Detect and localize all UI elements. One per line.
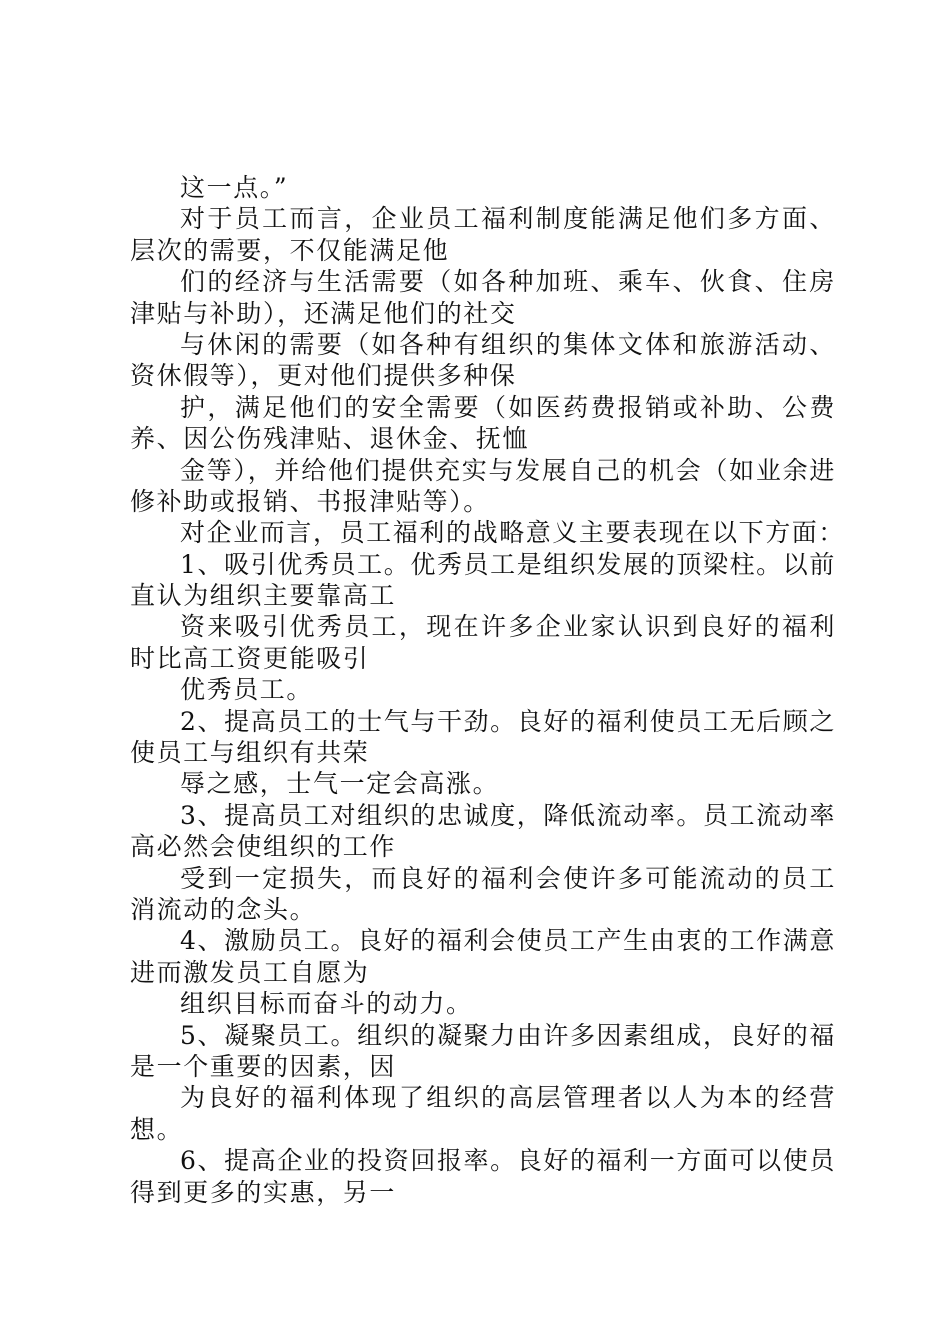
text-line: 5、凝聚员工。组织的凝聚力由许多因素组成，良好的福 — [180, 1020, 836, 1050]
text-line: 进而激发员工自愿为 — [130, 957, 370, 987]
text-line: 层次的需要，不仅能满足他 — [130, 235, 450, 265]
text-line: 津贴与补助），还满足他们的社交 — [130, 298, 517, 328]
text-line: 们的经济与生活需要（如各种加班、乘车、伙食、住房 — [180, 267, 836, 297]
text-line: 对于员工而言，企业员工福利制度能满足他们多方面、 — [180, 204, 836, 234]
document-body — [130, 172, 846, 1208]
text-line: 修补助或报销、书报津贴等）。 — [130, 486, 490, 516]
text-line: 辱之感，士气一定会高涨。 — [180, 769, 500, 799]
text-line: 这一点。” — [180, 173, 289, 202]
text-line: 对企业而言，员工福利的战略意义主要表现在以下方面： — [180, 518, 846, 548]
text-line: 为良好的福利体现了组织的高层管理者以人为本的经营 — [180, 1083, 836, 1113]
text-line: 直认为组织主要靠高工 — [130, 581, 397, 611]
text-line: 3、提高员工对组织的忠诚度，降低流动率。员工流动率 — [180, 800, 836, 830]
text-line: 使员工与组织有共荣 — [130, 738, 370, 768]
text-line: 时比高工资更能吸引 — [130, 643, 370, 673]
text-line: 2、提高员工的士气与干劲。良好的福利使员工无后顾之 — [180, 706, 836, 736]
text-line: 优秀员工。 — [180, 675, 314, 705]
text-line: 1、吸引优秀员工。优秀员工是组织发展的顶梁柱。以前 — [180, 549, 836, 579]
text-line: 得到更多的实惠，另一 — [130, 1177, 397, 1207]
text-line: 想。 — [130, 1114, 184, 1144]
text-line: 护，满足他们的安全需要（如医药费报销或补助、公费 — [180, 392, 836, 422]
text-line: 与休闲的需要（如各种有组织的集体文体和旅游活动、 — [180, 329, 836, 359]
text-line: 资休假等），更对他们提供多种保 — [130, 361, 517, 391]
text-line: 资来吸引优秀员工，现在许多企业家认识到良好的福利 — [180, 612, 836, 642]
text-line: 6、提高企业的投资回报率。良好的福利一方面可以使员 — [180, 1146, 836, 1176]
text-line: 养、因公伤残津贴、退休金、抚恤 — [130, 424, 530, 454]
text-line: 组织目标而奋斗的动力。 — [180, 989, 473, 1019]
text-line: 4、激励员工。良好的福利会使员工产生由衷的工作满意 — [180, 926, 836, 956]
text-line: 高必然会使组织的工作 — [130, 832, 397, 862]
text-line: 金等），并给他们提供充实与发展自己的机会（如业余进 — [180, 455, 836, 485]
text-line: 是一个重要的因素，因 — [130, 1051, 397, 1081]
text-line: 受到一定损失，而良好的福利会使许多可能流动的员工 — [180, 863, 836, 893]
text-line: 消流动的念头。 — [130, 894, 317, 924]
